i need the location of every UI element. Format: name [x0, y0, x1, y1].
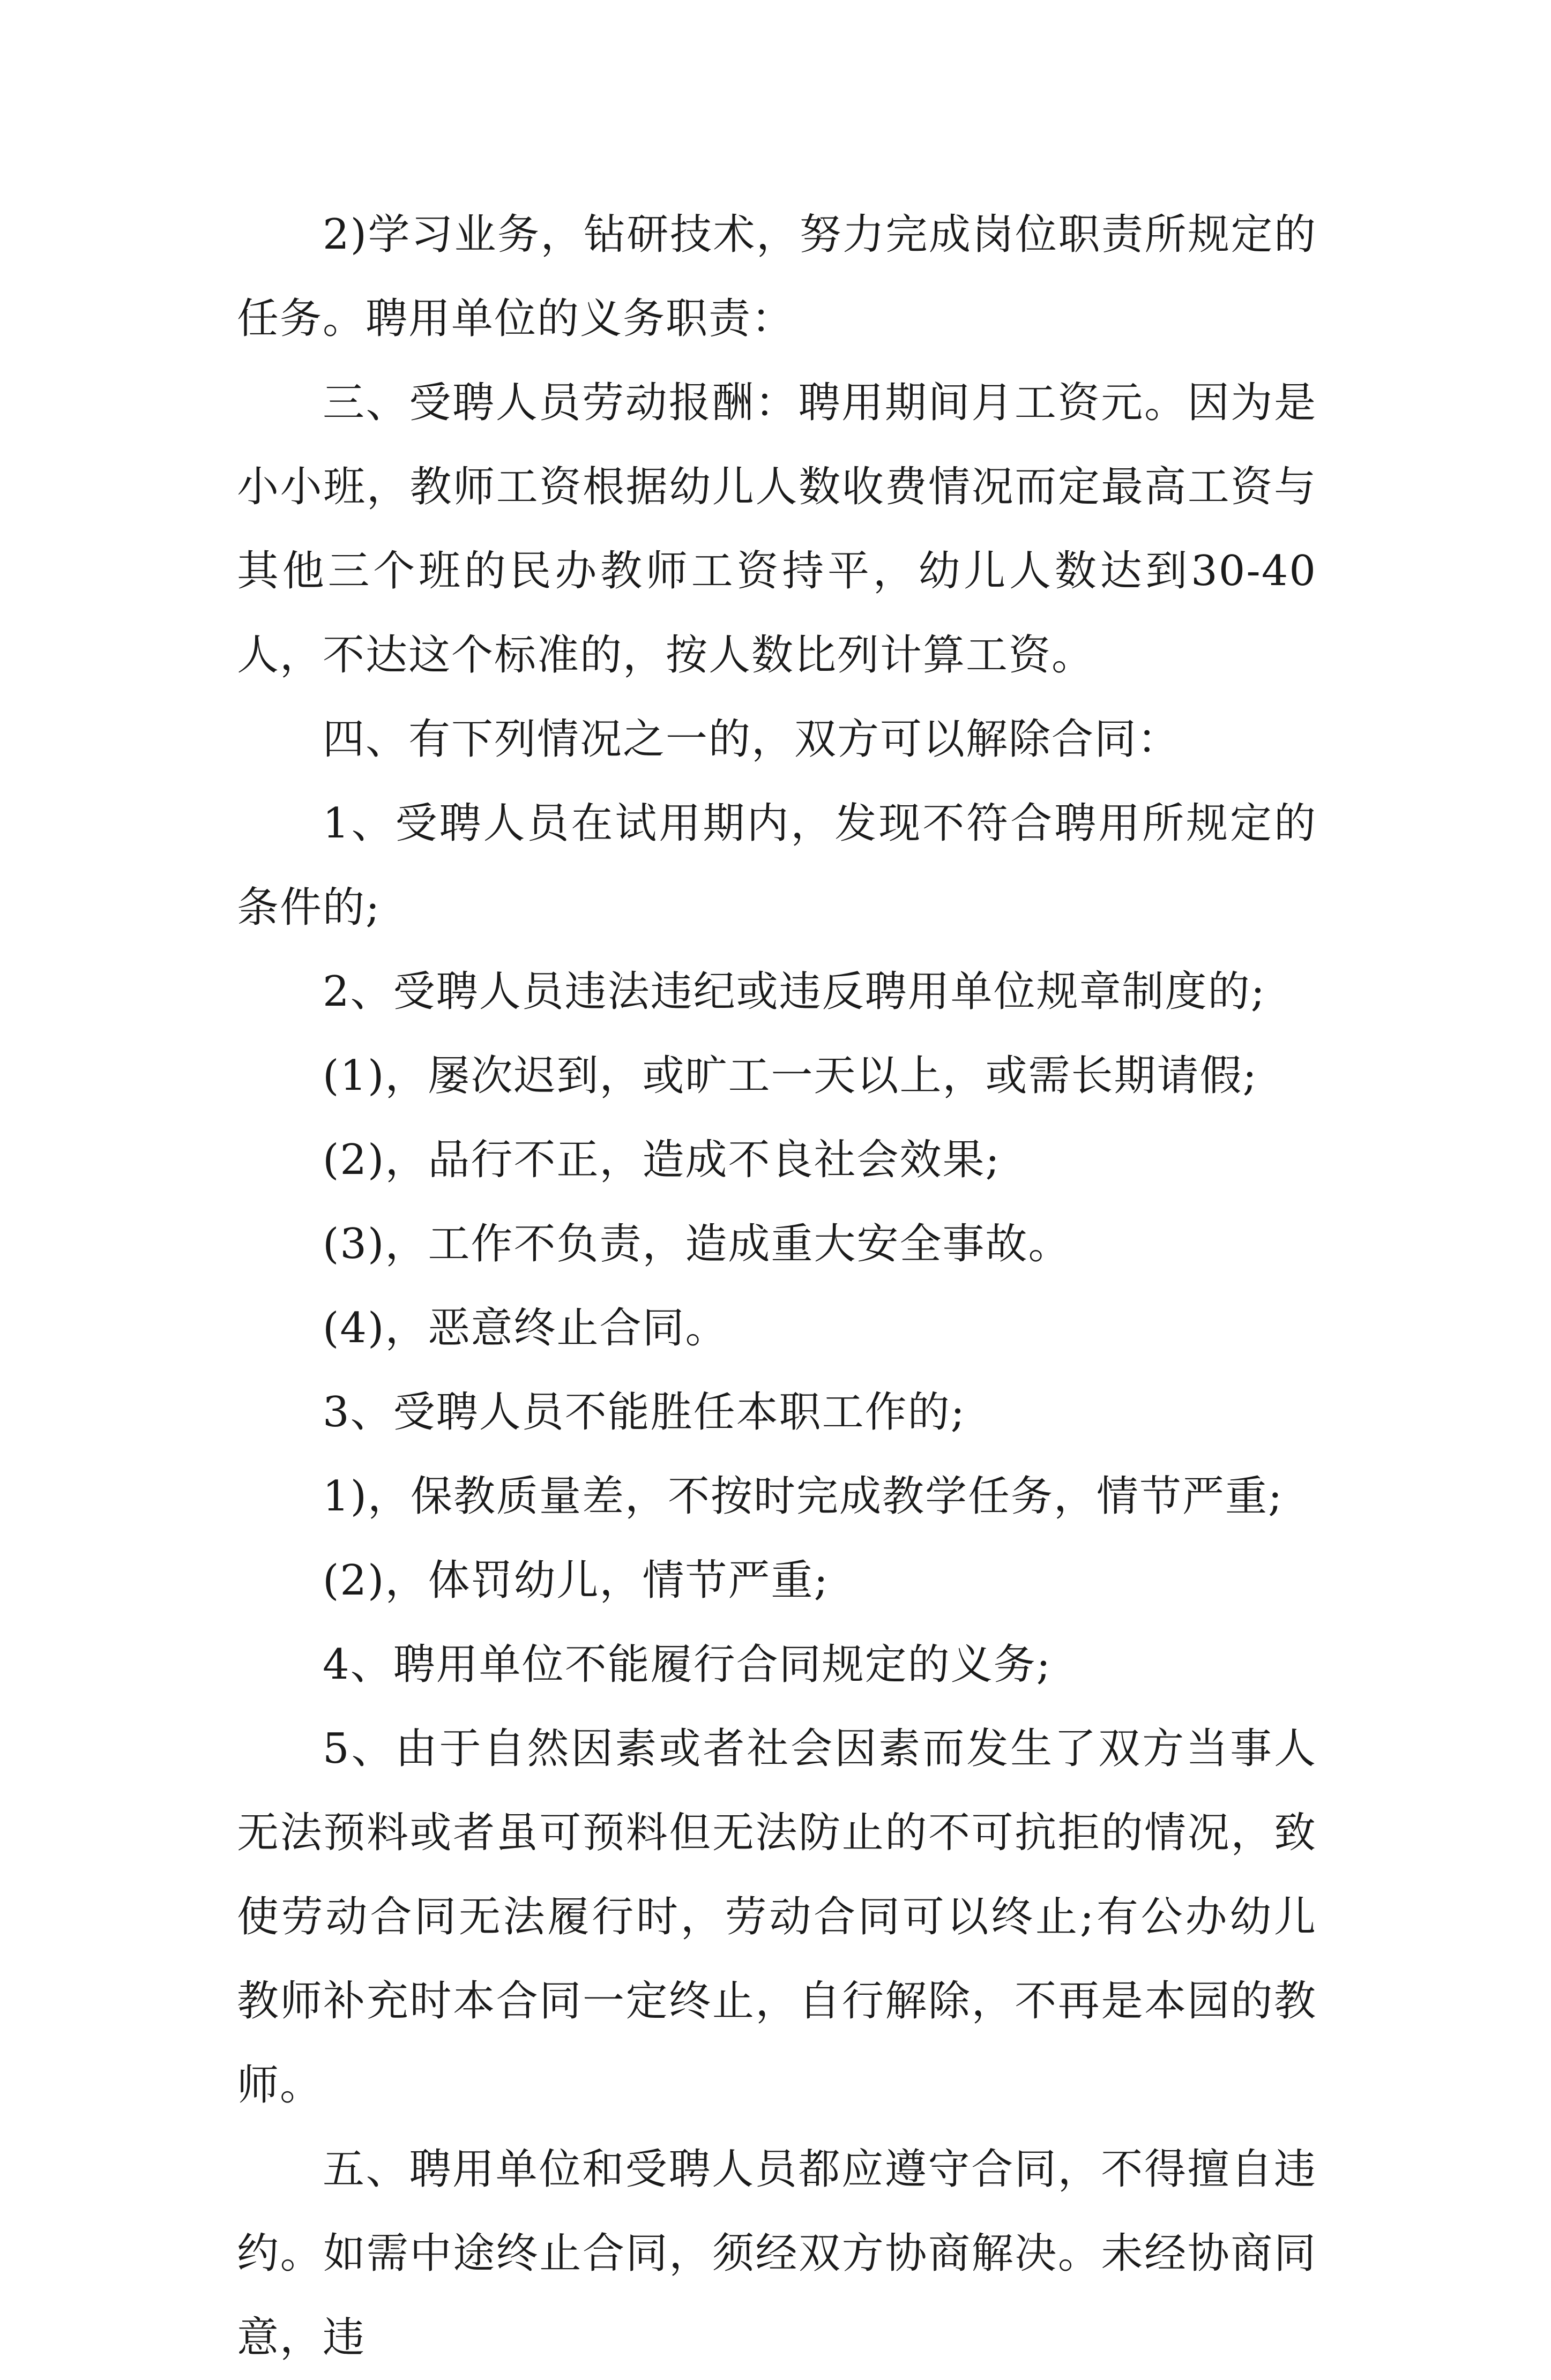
paragraph-section-3-salary: 三、受聘人员劳动报酬：聘用期间月工资元。因为是小小班，教师工资根据幼儿人数收费情况而定最高工资与其他三个班的民办教师工资持平，幼儿人数达到30-40人，不达这个标准的，按人数比列计算工资。 — [237, 379, 1317, 679]
paragraph-duty-2: 2)学习业务，钻研技术，努力完成岗位职责所规定的任务。聘用单位的义务职责： — [237, 211, 1317, 343]
paragraph-section-4-termination: 四、有下列情况之一的，双方可以解除合同： — [323, 715, 1181, 764]
paragraph-item-3: 3、受聘人员不能胜任本职工作的; — [323, 1388, 966, 1436]
paragraph-subitem-3-2: (2)，体罚幼儿，情节严重; — [323, 1556, 829, 1605]
paragraph-item-2: 2、受聘人员违法违纪或违反聘用单位规章制度的; — [323, 968, 1266, 1016]
paragraph-item-4: 4、聘用单位不能履行合同规定的义务; — [323, 1641, 1052, 1689]
paragraph-subitem-3-1: 1)，保教质量差，不按时完成教学任务，情节严重; — [323, 1472, 1284, 1521]
paragraph-subitem-2-3: (3)，工作不负责，造成重大安全事故。 — [323, 1220, 1071, 1268]
document-body — [237, 193, 1317, 2380]
paragraph-subitem-2-2: (2)，品行不正，造成不良社会效果; — [323, 1136, 1001, 1184]
paragraph-item-1: 1、受聘人员在试用期内，发现不符合聘用所规定的条件的; — [237, 799, 1317, 932]
paragraph-subitem-2-4: (4)，恶意终止合同。 — [323, 1304, 728, 1352]
paragraph-section-5-breach: 五、聘用单位和受聘人员都应遵守合同，不得擅自违约。如需中途终止合同，须经双方协商解决。未经协商同意，违 — [237, 2145, 1317, 2362]
paragraph-subitem-2-1: (1)，屡次迟到，或旷工一天以上，或需长期请假; — [323, 1052, 1258, 1100]
paragraph-item-5: 5、由于自然因素或者社会因素而发生了双方当事人无法预料或者虽可预料但无法防止的不可抗拒的情况，致使劳动合同无法履行时，劳动合同可以终止;有公办幼儿教师补充时本合同一定终止，自行解除，不再是本园的教师。 — [237, 1725, 1317, 2109]
